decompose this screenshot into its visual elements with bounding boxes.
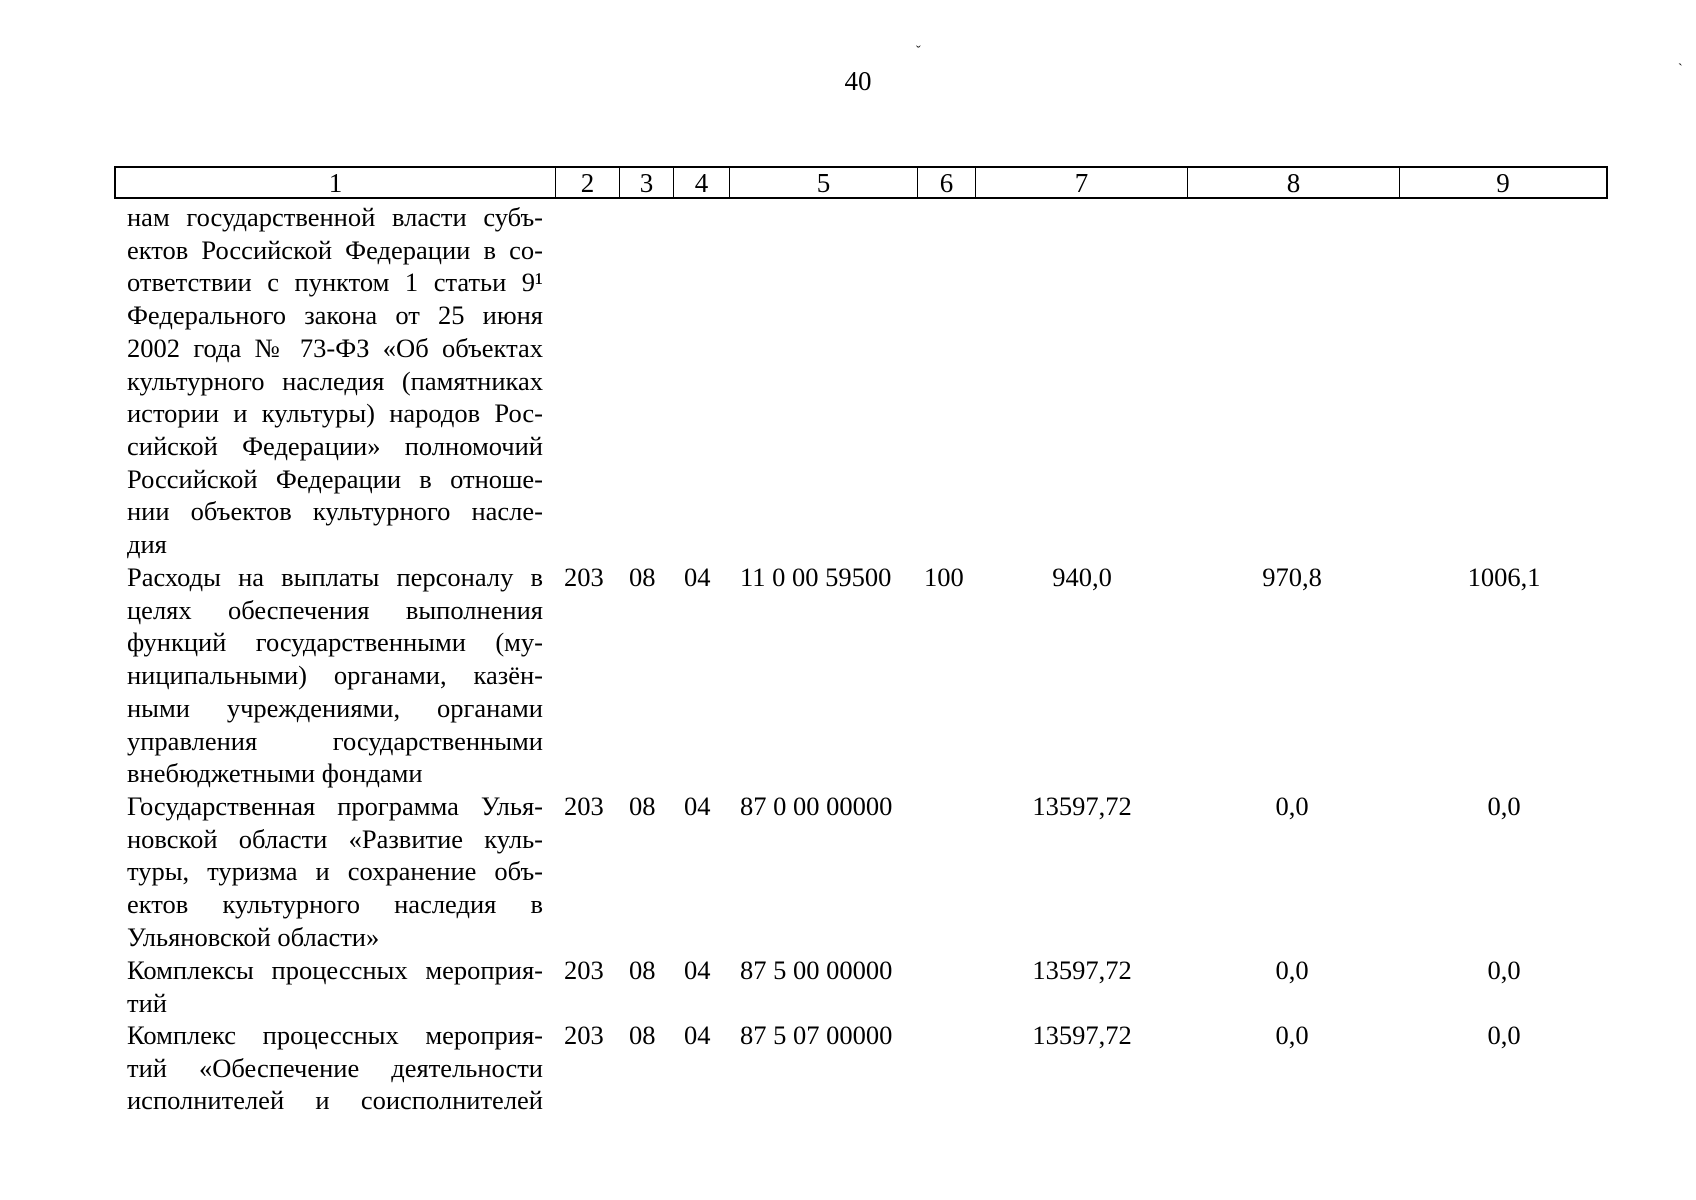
cell-col-3: 08: [629, 562, 656, 592]
scan-speck: ˋ: [1678, 62, 1683, 77]
cell-col-7: 940,0: [1052, 562, 1112, 592]
cell-col-5: 11 0 00 59500: [740, 562, 892, 592]
header-col-1: 1: [116, 168, 556, 197]
cell-col-6: 100: [924, 562, 964, 592]
cell-col-5: 87 5 07 00000: [740, 1020, 893, 1050]
cell-col-2: 203: [564, 562, 604, 592]
description-line: сийской Федерации» полномочий: [127, 430, 543, 461]
description-line: тий «Обеспечение деятельности: [127, 1052, 543, 1083]
table-row-description: [127, 1019, 543, 1117]
cell-col-4: 04: [684, 955, 711, 985]
description-line: Комплекс процессных мероприя-: [127, 1020, 543, 1050]
header-col-7: 7: [976, 168, 1188, 197]
cell-col-8: 0,0: [1275, 1020, 1309, 1050]
description-line: Комплексы процессных мероприя-: [127, 955, 543, 985]
table-row-description: [127, 201, 543, 561]
header-col-3: 3: [620, 168, 674, 197]
description-line: Расходы на выплаты персоналу в: [127, 562, 543, 592]
table-row-description: [127, 561, 543, 790]
description-line: ответствии с пунктом 1 статьи 9¹: [127, 267, 543, 298]
description-line: нам государственной власти субъ-: [127, 202, 543, 232]
cell-col-7: 13597,72: [1032, 1020, 1132, 1050]
header-col-9: 9: [1496, 168, 1510, 198]
description-line: внебюджетными фондами: [127, 758, 423, 789]
page-number: 40: [844, 66, 872, 96]
description-line: Государственная программа Улья-: [127, 791, 543, 821]
scan-speck: ˇ: [916, 44, 921, 59]
cell-col-3: 08: [629, 791, 656, 821]
header-col-6: 6: [918, 168, 976, 197]
cell-col-5: 87 5 00 00000: [740, 955, 893, 985]
header-col-5: 5: [730, 168, 918, 197]
description-line: тий: [127, 987, 167, 1018]
description-line: туры, туризма и сохранение объ-: [127, 856, 543, 887]
cell-col-4: 04: [684, 1020, 711, 1050]
cell-col-8: 0,0: [1275, 791, 1309, 821]
description-line: Федерального закона от 25 июня: [127, 300, 543, 331]
description-line: функций государственными (му-: [127, 627, 543, 658]
description-line: 2002 года № 73-ФЗ «Об объектах: [127, 332, 543, 363]
description-line: ектов культурного наследия в: [127, 889, 543, 920]
cell-col-4: 04: [684, 562, 711, 592]
header-col-2: 2: [556, 168, 620, 197]
table-row-description: [127, 790, 543, 954]
cell-col-3: 08: [629, 955, 656, 985]
description-line: ектов Российской Федерации в со-: [127, 234, 543, 265]
cell-col-3: 08: [629, 1020, 656, 1050]
cell-col-9: 0,0: [1487, 1020, 1521, 1050]
description-line: Ульяновской области»: [127, 921, 380, 952]
description-line: культурного наследия (памятниках: [127, 365, 543, 396]
cell-col-4: 04: [684, 791, 711, 821]
description-line: управления государственными: [127, 725, 543, 756]
cell-col-9: 0,0: [1487, 791, 1521, 821]
description-line: истории и культуры) народов Рос-: [127, 398, 543, 429]
cell-col-5: 87 0 00 00000: [740, 791, 893, 821]
table-header: [114, 166, 1608, 199]
header-col-4: 4: [674, 168, 730, 197]
description-line: дия: [127, 529, 167, 560]
description-line: ниципальными) органами, казён-: [127, 660, 543, 691]
description-line: нии объектов культурного насле-: [127, 496, 543, 527]
cell-col-9: 1006,1: [1467, 562, 1541, 592]
description-line: ными учреждениями, органами: [127, 692, 543, 723]
table-row-description: [127, 954, 543, 1019]
description-line: Российской Федерации в отноше-: [127, 463, 543, 494]
cell-col-7: 13597,72: [1032, 791, 1132, 821]
cell-col-8: 970,8: [1262, 562, 1322, 592]
cell-col-2: 203: [564, 1020, 604, 1050]
cell-col-2: 203: [564, 791, 604, 821]
cell-col-8: 0,0: [1275, 955, 1309, 985]
description-line: целях обеспечения выполнения: [127, 594, 543, 625]
cell-col-2: 203: [564, 955, 604, 985]
description-line: новской области «Развитие куль-: [127, 823, 543, 854]
header-col-8: 8: [1188, 168, 1400, 197]
description-line: исполнителей и соисполнителей: [127, 1085, 543, 1116]
cell-col-9: 0,0: [1487, 955, 1521, 985]
cell-col-7: 13597,72: [1032, 955, 1132, 985]
